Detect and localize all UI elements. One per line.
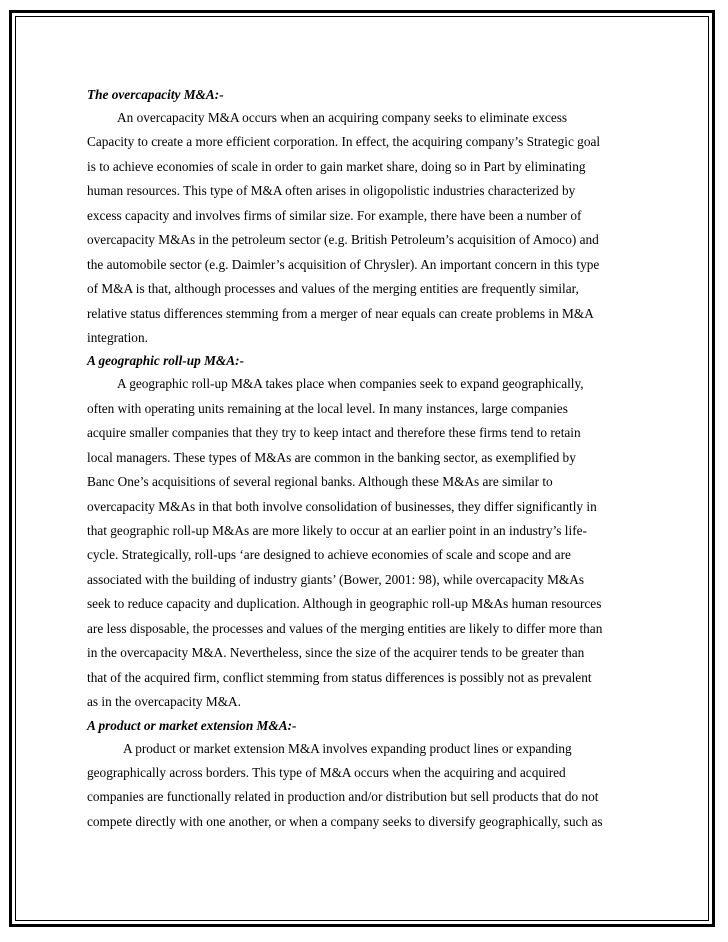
section-heading-overcapacity: The overcapacity M&A:- — [87, 87, 224, 102]
paragraph-line: local managers. These types of M&As are common in the banking sector, as exemplified by — [87, 449, 576, 465]
paragraph-line: often with operating units remaining at the local level. In many instances, large companies — [87, 400, 568, 416]
paragraph-line: overcapacity M&As in that both involve consolidation of businesses, they differ significantly in — [87, 498, 597, 514]
paragraph-line: integration. — [87, 329, 148, 345]
paragraph-line: compete directly with one another, or when a company seeks to diversify geographically, such as — [87, 813, 603, 829]
paragraph-line: excess capacity and involves firms of similar size. For example, there have been a number of — [87, 207, 582, 223]
paragraph-line: associated with the building of industry giants’ (Bower, 2001: 98), while overcapacity M&As — [87, 571, 585, 587]
paragraph-line: seek to reduce capacity and duplication. Although in geographic roll-up M&As human resources — [87, 596, 602, 612]
section-heading-product-market-extension: A product or market extension M&A:- — [87, 717, 297, 733]
paragraph-line: Banc One’s acquisitions of several regional banks. Although these M&As are similar to — [87, 474, 553, 490]
paragraph-line: relative status differences stemming from a merger of near equals can create problems in M&A — [87, 305, 594, 321]
paragraph-line: in the overcapacity M&A. Nevertheless, since the size of the acquirer tends to be greater than — [87, 645, 585, 661]
paragraph-line: that geographic roll-up M&As are more likely to occur at an earlier point in an industry’s life- — [87, 523, 587, 538]
paragraph-line: as in the overcapacity M&A. — [87, 694, 241, 710]
paragraph-line: A geographic roll-up M&A takes place when companies seek to expand geographically, — [117, 376, 584, 392]
section-heading-geographic-roll-up: A geographic roll-up M&A:- — [87, 353, 244, 369]
paragraph-line: that of the acquired firm, conflict stemming from status differences is possibly not as prevalent — [87, 669, 592, 685]
paragraph-line: the automobile sector (e.g. Daimler’s acquisition of Chrysler). An important concern in this type — [87, 256, 600, 272]
paragraph-line: are less disposable, the processes and values of the merging entities are likely to differ more than — [87, 620, 603, 636]
paragraph-line: companies are functionally related in production and/or distribution but sell products that do not — [87, 789, 599, 805]
paragraph-line: Capacity to create a more efficient corporation. In effect, the acquiring company’s Strategic goal — [87, 134, 601, 150]
paragraph-line: An overcapacity M&A occurs when an acquiring company seeks to eliminate excess — [117, 110, 568, 125]
document-body — [87, 84, 647, 834]
paragraph-line: overcapacity M&As in the petroleum sector (e.g. British Petroleum’s acquisition of Amoco) and — [87, 232, 599, 248]
paragraph-line: is to achieve economies of scale in order to gain market share, doing so in Part by eliminating — [87, 158, 586, 174]
paragraph-line: of M&A is that, although processes and values of the merging entities are frequently similar, — [87, 281, 579, 297]
paragraph-line: A product or market extension M&A involves expanding product lines or expanding — [123, 740, 572, 756]
paragraph-line: human resources. This type of M&A often arises in oligopolistic industries characterized by — [87, 183, 576, 199]
paragraph-line: cycle. Strategically, roll-ups ‘are designed to achieve economies of scale and scope and are — [87, 547, 571, 563]
paragraph-line: acquire smaller companies that they try to keep intact and therefore these firms tend to retain — [87, 425, 581, 441]
paragraph-line: geographically across borders. This type of M&A occurs when the acquiring and acquired — [87, 764, 566, 780]
